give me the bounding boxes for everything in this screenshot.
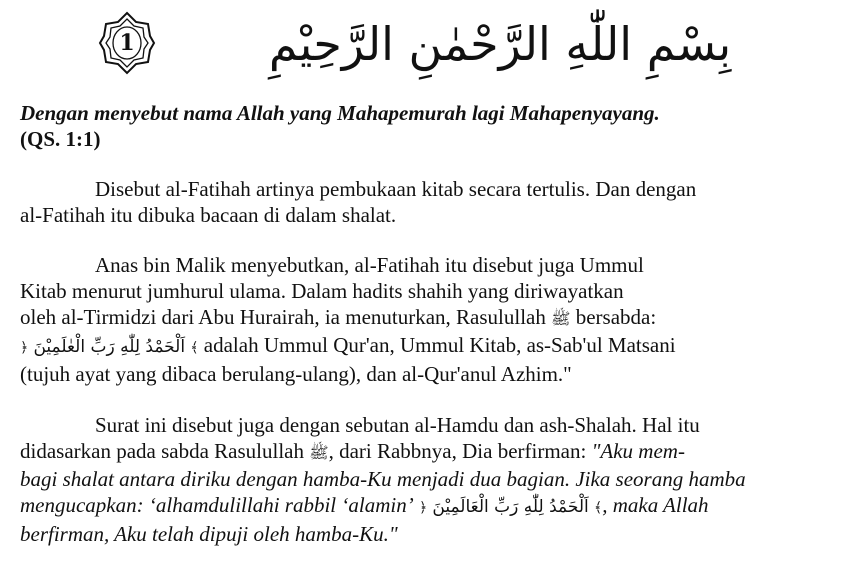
paragraph-3-line: berfirman, Aku telah dipuji oleh hamba-Ku." bbox=[20, 522, 398, 546]
quote-text: , maka Allah bbox=[602, 493, 709, 517]
quote-text: "Aku mem- bbox=[591, 439, 685, 463]
ornate-bracket-close: ﴾ bbox=[594, 500, 603, 516]
line-text: adalah Ummul Qur'an, Ummul Kitab, as-Sab'ul Matsani bbox=[203, 333, 676, 357]
line-text: , dari Rabbnya, Dia berfirman: bbox=[328, 439, 587, 463]
paragraph-1-line: al-Fatihah itu dibuka bacaan di dalam shalat. bbox=[20, 203, 397, 227]
paragraph-2-line bbox=[20, 304, 840, 332]
translation-text: Dengan menyebut nama Allah yang Mahapemurah lagi Mahapenyayang. bbox=[20, 101, 660, 125]
arabic-quote: اَلْحَمْدُ لِلّٰهِ رَبِّ الْعَالَمِيْنَ bbox=[432, 497, 589, 517]
salawat-symbol: ﷺ bbox=[551, 309, 571, 328]
basmalah-heading: بِسْمِ اللّٰهِ الرَّحْمٰنِ الرَّحِيْمِ bbox=[268, 17, 732, 71]
ornate-bracket-open: ﴿ bbox=[418, 500, 428, 516]
paragraph-2 bbox=[20, 252, 840, 387]
paragraph-3 bbox=[20, 412, 840, 547]
verse-translation bbox=[20, 100, 840, 152]
paragraph-3-line bbox=[20, 492, 840, 521]
paragraph-3-line bbox=[20, 438, 840, 466]
arabic-quote: اَلْحَمْدُ لِلّٰهِ رَبِّ الْعٰلَمِيْنَ bbox=[33, 337, 186, 357]
paragraph-3-line: Surat ini disebut juga dengan sebutan al-Hamdu dan ash-Shalah. Hal itu bbox=[95, 413, 700, 437]
verse-reference: (QS. 1:1) bbox=[20, 127, 101, 151]
verse-number: 1 bbox=[119, 30, 135, 56]
paragraph-3-line: bagi shalat antara diriku dengan hamba-Ku menjadi dua bagian. Jika seorang hamba bbox=[20, 467, 746, 491]
paragraph-2-line: Kitab menurut jumhurul ulama. Dalam hadits shahih yang diriwayatkan bbox=[20, 279, 624, 303]
line-text: oleh al-Tirmidzi dari Abu Hurairah, ia menuturkan, Rasulullah bbox=[20, 305, 546, 329]
paragraph-2-line: (tujuh ayat yang dibaca berulang-ulang), dan al-Qur'anul Azhim." bbox=[20, 362, 572, 386]
paragraph-2-line: Anas bin Malik menyebutkan, al-Fatihah itu disebut juga Ummul bbox=[95, 253, 644, 277]
ornate-bracket-close: ﴾ bbox=[190, 340, 199, 356]
paragraph-1 bbox=[20, 176, 840, 228]
quote-text: mengucapkan: ‘alhamdulillahi rabbil ‘alamin’ bbox=[20, 493, 414, 517]
line-text: didasarkan pada sabda Rasulullah bbox=[20, 439, 304, 463]
line-text: bersabda: bbox=[575, 305, 657, 329]
salawat-symbol: ﷺ bbox=[309, 443, 329, 462]
ornate-bracket-open: ﴿ bbox=[20, 340, 29, 356]
verse-number-ornament bbox=[98, 10, 156, 76]
paragraph-1-line: Disebut al-Fatihah artinya pembukaan kitab secara tertulis. Dan dengan bbox=[95, 177, 697, 201]
paragraph-2-line bbox=[20, 332, 840, 361]
